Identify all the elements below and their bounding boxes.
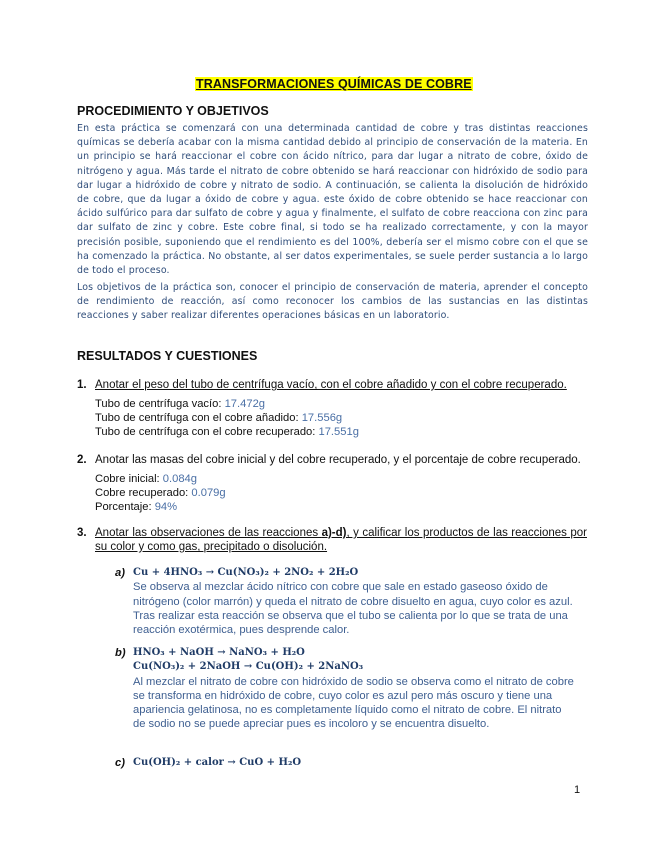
question-text: Anotar el peso del tubo de centrífuga vacío, con el cobre añadido y con el cobre recuperado. (95, 379, 567, 391)
answer-line: Cobre inicial: 0.084g (95, 473, 197, 485)
answer-line: Tubo de centrífuga vacío: 17.472g (95, 398, 266, 410)
question-1 (77, 378, 587, 392)
procedure-heading: PROCEDIMIENTO Y OBJETIVOS (77, 104, 269, 118)
answer-value: 17.472g (224, 398, 266, 410)
answer-value: 17.551g (318, 426, 359, 439)
answer-line: Tubo de centrífuga con el cobre añadido: 17.556g (95, 412, 343, 425)
question-1-answers (95, 397, 359, 440)
answer-value: 0.079g (191, 487, 226, 500)
answer-line: Tubo de centrífuga con el cobre recuperado: 17.551g (95, 426, 359, 439)
procedure-paragraph: En esta práctica se comenzará con una determinada cantidad de cobre y tras distintas reacciones químicas se debería acabar con la misma cantidad debido al principio de conservación de la materia. En un principio se hará reaccionar el cobre con ácido nítrico, para dar lugar a nitrato de cobre, óxido de nitrógeno y agua. Más tarde el nitrato de cobre obtenido se hará reaccionar con hidróxido de sodio para dar lugar a hidróxido de cobre y nitrato de sodio. A continuación, se calienta la disolución de hidróxido de cobre, que da lugar a óxido de cobre y agua. este óxido de cobre obtenido se hace reaccionar con ácido sulfúrico para dar sulfato de cobre y agua y finalmente, el sulfato de cobre reacciona con zinc para dar sulfato de zinc y cobre. Este cobre final, si todo se ha realizado correctamente, y con la mayor precisión posible, suponiendo que el rendimiento es del 100%, debería ser el mismo cobre con el que se ha comenzado la práctica. No obstante, al ser datos experimentales, se suele perder sustancia a lo largo de todo el proceso. (77, 123, 588, 277)
question-number: 1. (77, 379, 87, 391)
answer-line: Porcentaje: 94% (95, 501, 178, 514)
question-text: Anotar las masas del cobre inicial y del cobre recuperado, y el porcentaje de cobre recuperado. (95, 454, 581, 466)
reaction-observation: Al mezclar el nitrato de cobre con hidróxido de sodio se observa como el nitrato de cobre se transforma en hidróxido de cobre, cuyo color es azul pero más oscuro y tiene una apariencia gelatinosa, no es completamente líquido como el nitrato de cobre. El nitrato de sodio no se puede apreciar pues es incoloro y se encuentra disuelto. (133, 675, 574, 731)
question-2-answers (95, 472, 226, 515)
answer-line: Cobre recuperado: 0.079g (95, 487, 226, 500)
question-2 (77, 453, 587, 467)
question-number: 2. (77, 454, 87, 466)
reaction-label: b) (115, 647, 126, 659)
answer-value: 94% (154, 501, 178, 514)
question-text: Anotar las observaciones de las reacciones a)-d), y calificar los productos de las reacciones por su color y como gas, precipitado o disolución. (95, 527, 587, 553)
document-title: TRANSFORMACIONES QUÍMICAS DE COBRE (196, 77, 472, 91)
question-number: 3. (77, 527, 87, 539)
reaction-equation: HNO₃ + NaOH → NaNO₃ + H₂O (133, 647, 305, 658)
reaction-equation: Cu(OH)₂ + calor → CuO + H₂O (133, 757, 302, 768)
page-number: 1 (574, 784, 581, 796)
reaction-label: a) (115, 567, 125, 579)
reaction-c (115, 756, 575, 770)
reaction-b (115, 646, 575, 732)
reaction-label: c) (115, 757, 125, 769)
reaction-equation: Cu + 4HNO₃ → Cu(NO₃)₂ + 2NO₂ + 2H₂O (133, 567, 359, 578)
answer-value: 0.084g (162, 473, 197, 485)
results-heading: RESULTADOS Y CUESTIONES (77, 349, 258, 363)
answer-value: 17.556g (301, 412, 343, 425)
objectives-paragraph: Los objetivos de la práctica son, conocer el principio de conservación de materia, aprender el concepto de rendimiento de reacción, así como reconocer los cambios de las sustancias en las distintas reacciones y saber realizar diferentes operaciones básicas en un laboratorio. (77, 282, 588, 322)
question-3 (77, 526, 587, 554)
reaction-observation: Se observa al mezclar ácido nítrico con cobre que sale en estado gaseoso óxido de nitrógeno (color marrón) y queda el nitrato de cobre disuelto en agua, cuyo color es azul. Tras realizar esta reacción se observa que el tubo se calienta por lo que se trata de una reacción exotérmica, pues desprende calor. (133, 581, 573, 637)
reaction-a (115, 566, 575, 637)
reaction-equation: Cu(NO₃)₂ + 2NaOH → Cu(OH)₂ + 2NaNO₃ (133, 661, 364, 673)
